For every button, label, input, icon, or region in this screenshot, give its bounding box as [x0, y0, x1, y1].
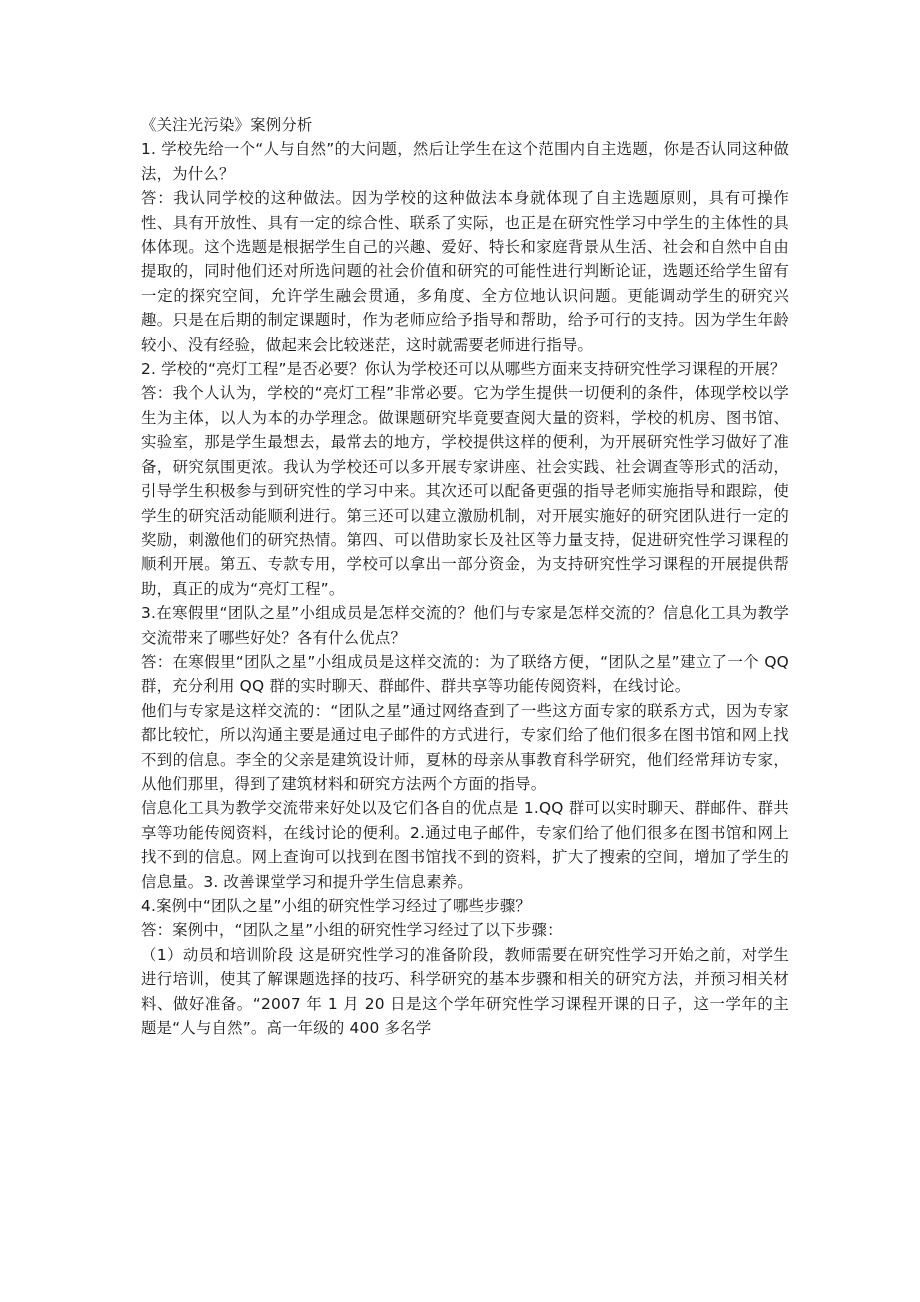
question-4: 4.案例中“团队之星”小组的研究性学习经过了哪些步骤？ — [141, 897, 532, 915]
question-3: 3.在寒假里“团队之星”小组成员是怎样交流的？他们与专家是怎样交流的？信息化工具为教学交流带来了哪些好处？各有什么优点？ — [141, 604, 789, 647]
answer-3-part-3: 信息化工具为教学交流带来好处以及它们各自的优点是 1.QQ 群可以实时聊天、群邮件、群共享等功能传阅资料，在线讨论的便利。2.通过电子邮件，专家们给了他们很多在图书馆和网上找不到的信息。网上查询可以找到在图书馆找不到的资料，扩大了搜索的空间，增加了学生的信息量。3. 改善课堂学习和提升学生信息素养。 — [141, 799, 789, 891]
answer-4-intro: 答：案例中，“团队之星”小组的研究性学习经过了以下步骤： — [141, 921, 563, 940]
question-2: 2. 学校的“亮灯工程”是否必要？你认为学校还可以从哪些方面来支持研究性学习课程的开展？ — [141, 360, 786, 379]
answer-2: 答：我个人认为，学校的“亮灯工程”非常必要。它为学生提供一切便利的条件，体现学校以学生为主体，以人为本的办学理念。做课题研究毕竟要查阅大量的资料，学校的机房、图书馆、实验室，那是学生最想去，最常去的地方，学校提供这样的便利，为开展研究性学习做好了准备，研究氛围更浓。我认为学校还可以多开展专家讲座、社会实践、社会调查等形式的活动，引导学生积极参与到研究性的学习中来。其次还可以配备更强的指导老师实施指导和跟踪，使学生的研究活动能顺利进行。第三还可以建立激励机制，对开展实施好的研究团队进行一定的奖励，刺激他们的研究热情。第四、可以借助家长及社区等力量支持，促进研究性学习课程的顺利开展。第五、专款专用，学校可以拿出一部分资金，为支持研究性学习课程的开展提供帮助，真正的成为“亮灯工程”。 — [141, 384, 789, 598]
answer-3-part-1: 答：在寒假里“团队之星”小组成员是这样交流的：为了联络方便，“团队之星”建立了一个 QQ 群，充分利用 QQ 群的实时聊天、群邮件、群共享等功能传阅资料，在线讨论。 — [141, 652, 789, 696]
document-title: 《关注光污染》案例分析 — [141, 116, 313, 134]
document-body — [141, 113, 789, 1040]
answer-1: 答：我认同学校的这种做法。因为学校的这种做法本身就体现了自主选题原则，具有可操作性、具有开放性、具有一定的综合性、联系了实际，也正是在研究性学习中学生的主体性的具体体现。这个选题是根据学生自己的兴趣、爱好、特长和家庭背景从生活、社会和自然中自由提取的，同时他们还对所选问题的社会价值和研究的可能性进行判断论证，选题还给学生留有一定的探究空间，允许学生融会贯通，多角度、全方位地认识问题。更能调动学生的研究兴趣。只是在后期的制定课题时，作为老师应给予指导和帮助，给予可行的支持。因为学生年龄较小、没有经验，做起来会比较迷茫，这时就需要老师进行指导。 — [141, 189, 789, 354]
answer-4-step-1: （1）动员和培训阶段 这是研究性学习的准备阶段，教师需要在研究性学习开始之前，对学生进行培训，使其了解课题选择的技巧、科学研究的基本步骤和相关的研究方法，并预习相关材料、做好准备。“2007 年 1 月 20 日是这个学年研究性学习课程开课的日子，这一学年的主题是“人与自然”。高一年级的 400 多名学 — [141, 945, 789, 1038]
question-1: 1. 学校先给一个“人与自然”的大问题，然后让学生在这个范围内自主选题，你是否认同这种做法，为什么？ — [141, 140, 789, 183]
answer-3-part-2: 他们与专家是这样交流的：“团队之星”通过网络查到了一些这方面专家的联系方式，因为专家都比较忙，所以沟通主要是通过电子邮件的方式进行，专家们给了他们很多在图书馆和网上找不到的信息。李全的父亲是建筑设计师，夏林的母亲从事教育科学研究，他们经常拜访专家，从他们那里，得到了建筑材料和研究方法两个方面的指导。 — [141, 701, 789, 793]
